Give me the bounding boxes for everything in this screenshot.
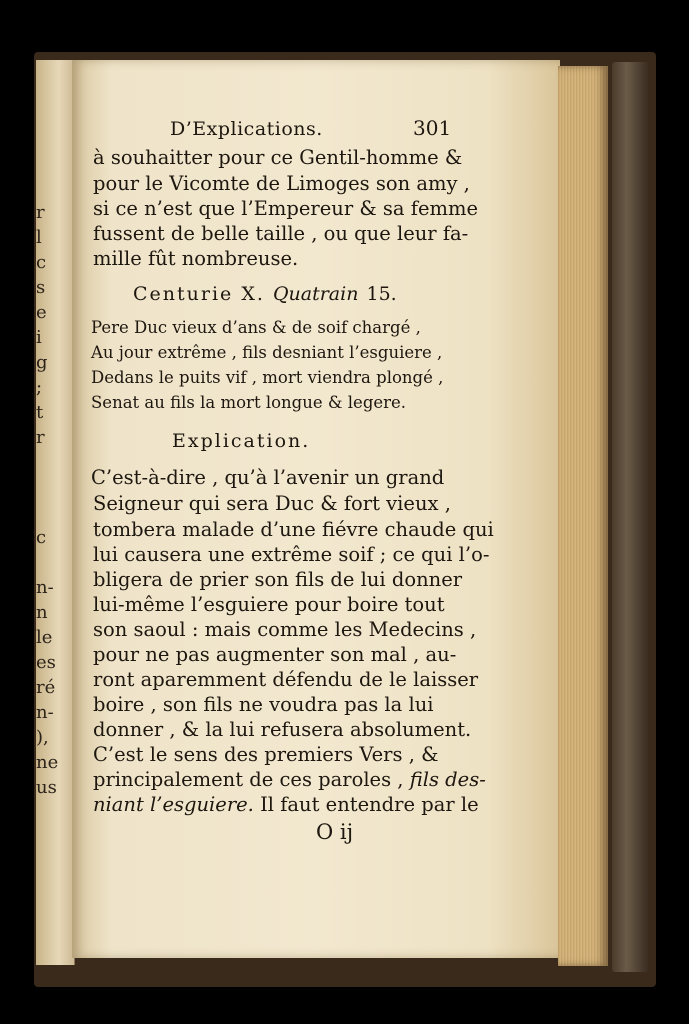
left-page-fragment: r — [36, 427, 45, 448]
explication-line-italic: fils des- — [409, 768, 486, 791]
left-page-fragment: ), — [36, 727, 49, 748]
page-edges — [558, 66, 608, 966]
explication-line: lui causera une extrême soif ; ce qui l’o- — [93, 543, 490, 566]
explication-line: boire , son fils ne voudra pas la lui — [93, 693, 434, 716]
left-page-fragment: s — [36, 277, 46, 298]
opening-line: à souhaitter pour ce Gentil-homme & — [93, 146, 463, 169]
left-page-fragment: l — [36, 227, 42, 248]
left-page-fragment: n — [36, 602, 48, 623]
quatrain-heading-italic: Quatrain — [272, 283, 359, 305]
running-title: D’Explications. — [170, 118, 323, 140]
left-page-fragment: ré — [36, 677, 56, 698]
explication-line-italic: niant l’esguiere. — [93, 793, 254, 816]
left-page-fragment — [36, 500, 72, 525]
explication-line-text: Il faut entendre par le — [253, 793, 479, 816]
quatrain-line: Au jour extrême , fils desniant l’esguiere , — [91, 343, 443, 362]
opening-line: pour le Vicomte de Limoges son amy , — [93, 172, 470, 195]
left-page-sliver — [36, 60, 75, 965]
left-page-fragment: n- — [36, 577, 54, 598]
left-page-fragment: r — [36, 202, 45, 223]
quatrain-heading-label: Centurie X. — [133, 283, 265, 305]
explication-line: lui-même l’esguiere pour boire tout — [93, 593, 445, 616]
left-page-fragment: i — [36, 327, 42, 348]
opening-line: fussent de belle taille , ou que leur fa- — [93, 222, 469, 245]
explication-line: pour ne pas augmenter son mal , au- — [93, 643, 457, 666]
explication-line: tombera malade d’une fiévre chaude qui — [93, 518, 494, 541]
quatrain-heading-number: 15. — [366, 283, 397, 305]
left-page-fragment: c — [36, 527, 47, 548]
left-page-fragment: ; — [36, 377, 43, 398]
explication-line: ront aparemment défendu de le laisser — [93, 668, 479, 691]
left-page-fragment: es — [36, 652, 56, 673]
explication-line-with-italic — [93, 793, 479, 816]
explication-line: Seigneur qui sera Duc & fort vieux , — [93, 492, 451, 515]
left-page-fragment: g — [36, 352, 48, 373]
left-page-fragment: ne — [36, 752, 59, 773]
explication-line: bligera de prier son fils de lui donner — [93, 568, 463, 591]
left-page-fragment: c — [36, 252, 47, 273]
opening-line: mille fût nombreuse. — [93, 247, 299, 270]
opening-line: si ce n’est que l’Empereur & sa femme — [93, 197, 479, 220]
explication-heading: Explication. — [172, 430, 311, 452]
quatrain-line: Dedans le puits vif , mort viendra plongé , — [91, 368, 444, 387]
quatrain-line: Senat au fils la mort longue & legere. — [91, 393, 407, 412]
explication-line-with-italic — [93, 768, 486, 791]
signature-mark: O ij — [316, 820, 354, 844]
explication-line: C’est-à-dire , qu’à l’avenir un grand — [91, 466, 445, 489]
quatrain-line: Pere Duc vieux d’ans & de soif chargé , — [91, 318, 421, 337]
quatrain-heading — [133, 283, 397, 305]
explication-line: C’est le sens des premiers Vers , & — [93, 743, 439, 766]
explication-line: son saoul : mais comme les Medecins , — [93, 618, 477, 641]
left-page-text-fragments — [36, 200, 72, 800]
explication-line: donner , & la lui refusera absolument. — [93, 718, 472, 741]
left-page-fragment: us — [36, 777, 57, 798]
left-page-fragment — [36, 475, 72, 500]
left-page-fragment — [36, 450, 72, 475]
page-number: 301 — [413, 116, 452, 140]
left-page-fragment: n- — [36, 702, 54, 723]
book-cover-edge — [612, 62, 648, 972]
explication-line-text: principalement de ces paroles , — [93, 768, 410, 791]
left-page-fragment: e — [36, 302, 47, 323]
left-page-fragment — [36, 550, 72, 575]
left-page-fragment: t — [36, 402, 44, 423]
left-page-fragment: le — [36, 627, 53, 648]
